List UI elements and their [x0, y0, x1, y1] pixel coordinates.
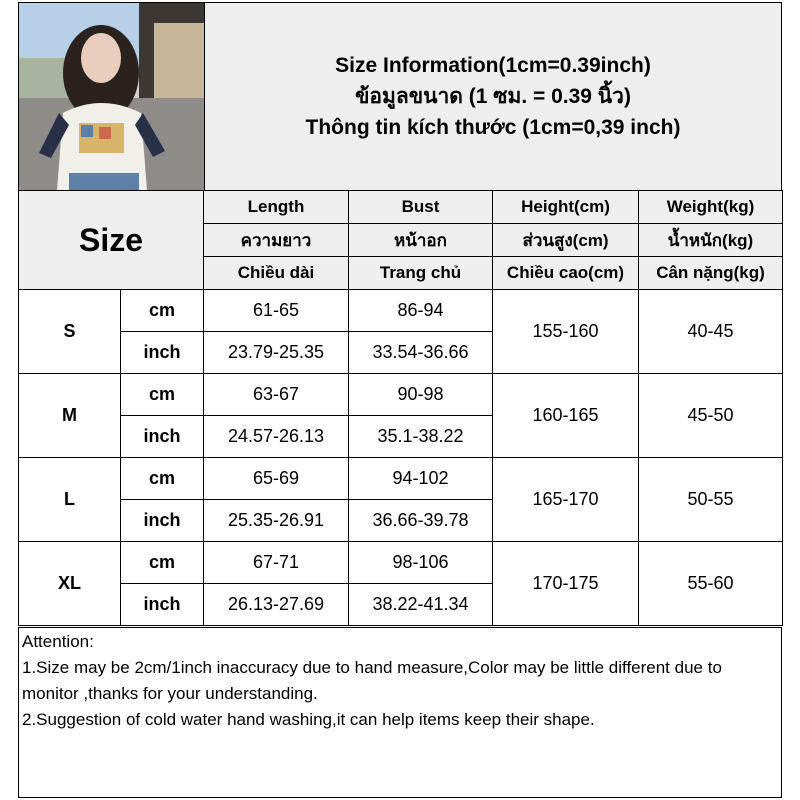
- col-weight-th: น้ำหนัก(kg): [639, 224, 783, 257]
- xl-bust-inch: 38.22-41.34: [349, 584, 493, 626]
- m-bust-inch: 35.1-38.22: [349, 416, 493, 458]
- header-panel: [18, 2, 782, 191]
- model-photo-illustration: [19, 3, 204, 190]
- col-length-vi: Chiều dài: [204, 257, 349, 290]
- l-length-inch: 25.35-26.91: [204, 500, 349, 542]
- m-height: 160-165: [493, 374, 639, 458]
- unit-inch-label: inch: [121, 584, 204, 626]
- s-bust-inch: 33.54-36.66: [349, 332, 493, 374]
- col-length-th: ความยาว: [204, 224, 349, 257]
- unit-cm-label: cm: [121, 542, 204, 584]
- m-length-cm: 63-67: [204, 374, 349, 416]
- size-table: [18, 190, 783, 626]
- unit-inch-label: inch: [121, 332, 204, 374]
- attention-notes: [18, 627, 782, 798]
- notes-heading: Attention:: [22, 632, 94, 651]
- size-s-label: S: [19, 290, 121, 374]
- col-height-vi: Chiều cao(cm): [493, 257, 639, 290]
- s-height: 155-160: [493, 290, 639, 374]
- size-info-titles: [205, 3, 781, 190]
- col-bust-th: หน้าอก: [349, 224, 493, 257]
- l-bust-cm: 94-102: [349, 458, 493, 500]
- l-weight: 50-55: [639, 458, 783, 542]
- xl-weight: 55-60: [639, 542, 783, 626]
- unit-cm-label: cm: [121, 458, 204, 500]
- xl-length-inch: 26.13-27.69: [204, 584, 349, 626]
- col-height-th: ส่วนสูง(cm): [493, 224, 639, 257]
- s-length-inch: 23.79-25.35: [204, 332, 349, 374]
- size-xl-label: XL: [19, 542, 121, 626]
- xl-bust-cm: 98-106: [349, 542, 493, 584]
- s-weight: 40-45: [639, 290, 783, 374]
- l-bust-inch: 36.66-39.78: [349, 500, 493, 542]
- unit-cm-label: cm: [121, 290, 204, 332]
- size-header: Size: [19, 191, 204, 290]
- title-vietnamese: Thông tin kích thước (1cm=0,39 inch): [305, 116, 681, 139]
- size-l-label: L: [19, 458, 121, 542]
- notes-line-2: 2.Suggestion of cold water hand washing,it can help items keep their shape.: [22, 710, 595, 729]
- s-bust-cm: 86-94: [349, 290, 493, 332]
- s-length-cm: 61-65: [204, 290, 349, 332]
- title-thai: ข้อมูลขนาด (1 ซม. = 0.39 นิ้ว): [355, 85, 631, 108]
- col-bust-en: Bust: [349, 191, 493, 224]
- notes-line-1: 1.Size may be 2cm/1inch inaccuracy due to hand measure,Color may be little different due to monitor ,thanks for your understanding.: [22, 658, 722, 703]
- l-length-cm: 65-69: [204, 458, 349, 500]
- col-length-en: Length: [204, 191, 349, 224]
- col-height-en: Height(cm): [493, 191, 639, 224]
- m-weight: 45-50: [639, 374, 783, 458]
- m-length-inch: 24.57-26.13: [204, 416, 349, 458]
- product-photo: [19, 3, 205, 190]
- unit-inch-label: inch: [121, 500, 204, 542]
- col-bust-vi: Trang chủ: [349, 257, 493, 290]
- m-bust-cm: 90-98: [349, 374, 493, 416]
- col-weight-en: Weight(kg): [639, 191, 783, 224]
- xl-length-cm: 67-71: [204, 542, 349, 584]
- size-m-label: M: [19, 374, 121, 458]
- unit-inch-label: inch: [121, 416, 204, 458]
- xl-height: 170-175: [493, 542, 639, 626]
- unit-cm-label: cm: [121, 374, 204, 416]
- title-english: Size Information(1cm=0.39inch): [335, 54, 651, 77]
- l-height: 165-170: [493, 458, 639, 542]
- col-weight-vi: Cân nặng(kg): [639, 257, 783, 290]
